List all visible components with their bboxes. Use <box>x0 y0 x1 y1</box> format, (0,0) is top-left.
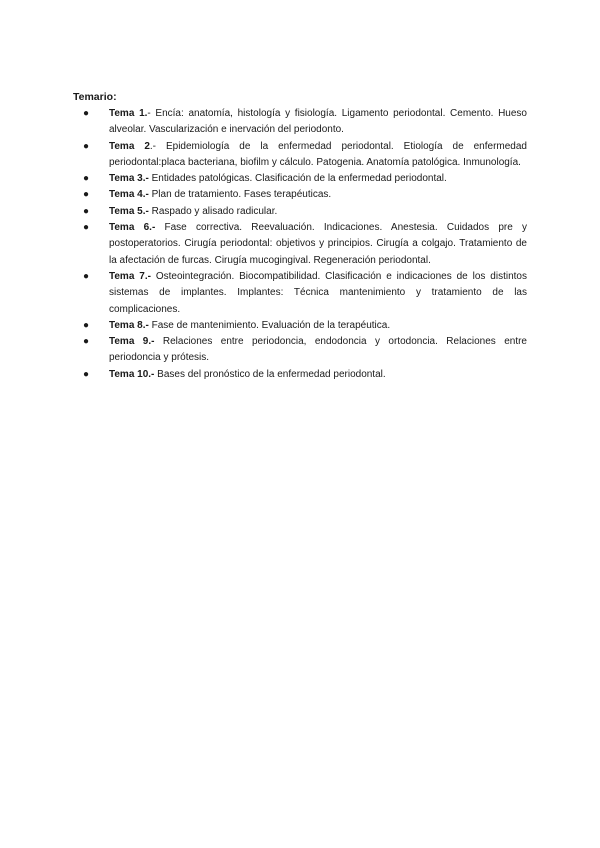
topic-label: Tema 7.- <box>109 270 151 282</box>
topic-text: Bases del pronóstico de la enfermedad periodontal. <box>154 368 386 380</box>
topic-item <box>80 220 527 269</box>
topic-item <box>80 367 527 383</box>
topic-item <box>80 334 527 367</box>
topic-text: Plan de tratamiento. Fases terapéuticas. <box>148 189 332 201</box>
bullet-icon: ● <box>83 140 90 152</box>
topic-label: Tema 5.- <box>109 205 149 217</box>
bullet-icon: ● <box>83 319 90 331</box>
topic-list <box>80 106 527 383</box>
topic-item <box>80 139 527 172</box>
bullet-icon: ● <box>83 270 90 282</box>
topic-text: Relaciones entre periodoncia, endodoncia y ortodoncia. Relaciones entre periodoncia y prótesis. <box>109 336 527 364</box>
topic-label: Tema 10.- <box>109 368 155 380</box>
bullet-icon: ● <box>83 108 90 119</box>
topic-label: Tema 3.- <box>109 173 149 185</box>
topic-item <box>80 171 527 187</box>
topic-text: Entidades patológicas. Clasificación de la enfermedad periodontal. <box>148 173 447 185</box>
topic-label: Tema 1. <box>109 108 148 119</box>
topic-text: .- Epidemiología de la enfermedad periodontal. Etiología de enfermedad periodontal:placa bacteriana, biofilm y cálculo. Patogenia. Anatomía patológica. Inmunología. <box>109 140 527 168</box>
topic-label: Tema 2 <box>109 140 150 152</box>
topic-item <box>80 269 527 318</box>
topic-label: Tema 9.- <box>109 336 155 348</box>
bullet-icon: ● <box>83 368 90 380</box>
bullet-icon: ● <box>83 173 90 185</box>
topic-label: Tema 4.- <box>109 189 149 201</box>
topic-item <box>80 187 527 203</box>
bullet-icon: ● <box>83 205 90 217</box>
topic-text: Raspado y alisado radicular. <box>148 205 278 217</box>
topic-item <box>80 106 527 139</box>
topic-text: Osteointegración. Biocompatibilidad. Clasificación e indicaciones de los distintos sistemas de implantes. Implantes: Técnica mantenimiento y tratamiento de las complicaciones. <box>109 270 527 315</box>
bullet-icon: ● <box>83 336 90 348</box>
topic-item <box>80 318 527 334</box>
topic-text: Fase de mantenimiento. Evaluación de la terapéutica. <box>148 319 391 331</box>
topic-item <box>80 204 527 220</box>
topic-text: - Encía: anatomía, histología y fisiología. Ligamento periodontal. Cemento. Hueso alveolar. Vascularización e inervación del periodonto. <box>109 108 527 136</box>
bullet-icon: ● <box>83 222 90 234</box>
topic-label: Tema 6.- <box>109 222 156 234</box>
bullet-icon: ● <box>83 189 90 201</box>
topic-label: Tema 8.- <box>109 319 149 331</box>
topic-text: Fase correctiva. Reevaluación. Indicaciones. Anestesia. Cuidados pre y postoperatorios. Cirugía periodontal: objetivos y principios. Cirugía a colgajo. Tratamiento de la afectación de furcas. Cirugía mucogingival. Regeneración periodontal. <box>109 222 527 266</box>
syllabus-heading: Temario: <box>73 91 117 103</box>
